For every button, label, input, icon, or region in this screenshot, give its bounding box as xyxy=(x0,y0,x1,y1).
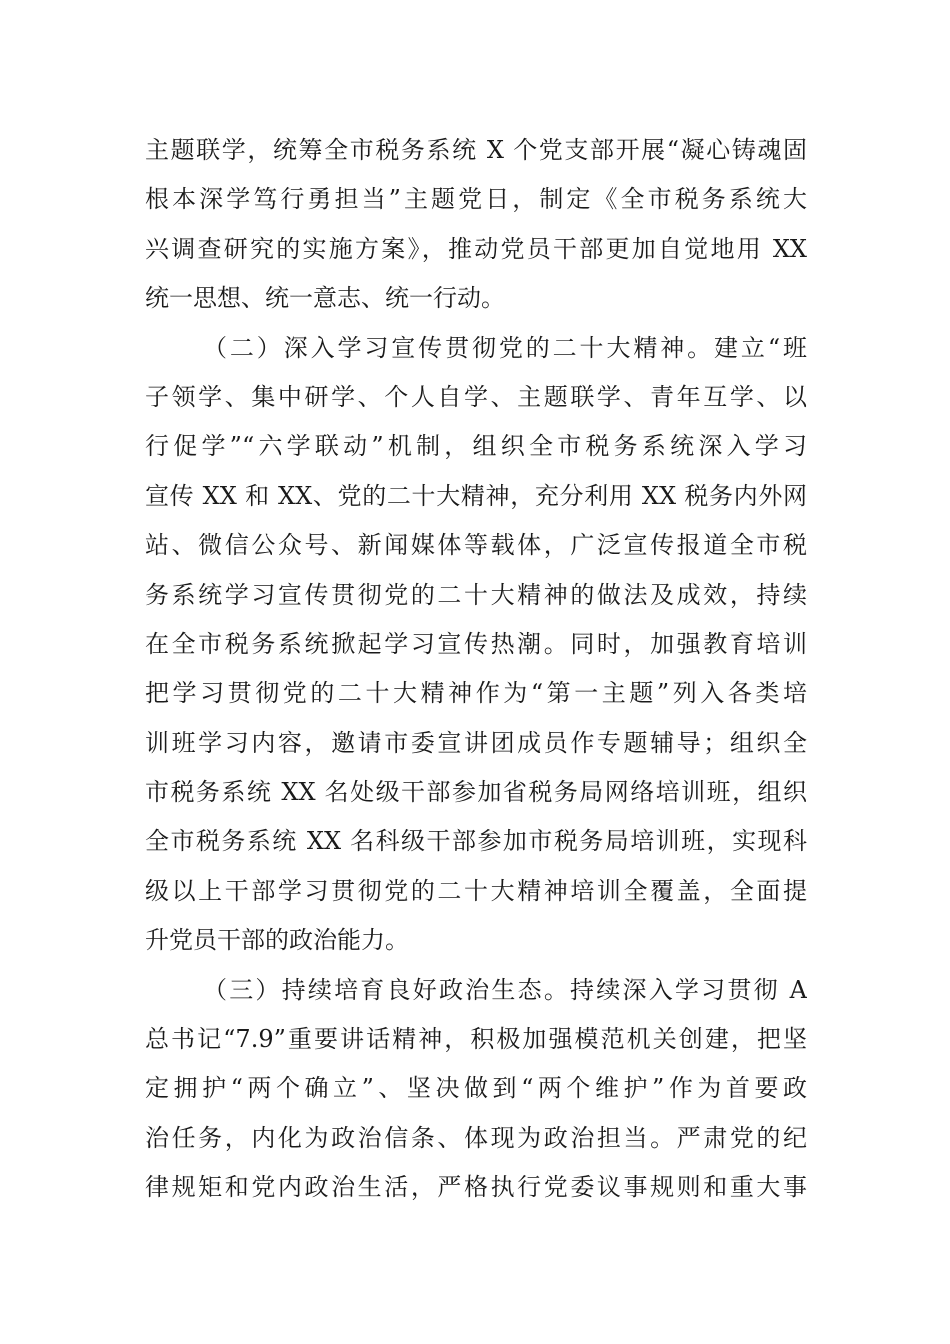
text-line: 训班学习内容，邀请市委宣讲团成员作专题辅导；组织全 xyxy=(145,728,807,757)
text-line: 升党员干部的政治能力。 xyxy=(145,926,409,955)
text-line: 子领学、集中研学、个人自学、主题联学、青年互学、以 xyxy=(145,382,807,411)
text-line: 级以上干部学习贯彻党的二十大精神培训全覆盖，全面提 xyxy=(145,876,807,905)
text-line: 根本深学笃行勇担当”主题党日，制定《全市税务系统大 xyxy=(145,185,807,214)
text-line: 治任务，内化为政治信条、体现为政治担当。严肃党的纪 xyxy=(145,1123,807,1152)
text-line: 统一思想、统一意志、统一行动。 xyxy=(145,284,505,313)
text-line: 站、微信公众号、新闻媒体等载体，广泛宣传报道全市税 xyxy=(145,531,807,560)
text-line: 全市税务系统 XX 名科级干部参加市税务局培训班，实现科 xyxy=(145,827,807,856)
text-line: 主题联学，统筹全市税务系统 X 个党支部开展“凝心铸魂固 xyxy=(145,136,807,164)
text-line: 定拥护“两个确立”、坚决做到“两个维护”作为首要政 xyxy=(145,1074,807,1103)
text-line: 行促学”“六学联动”机制，组织全市税务系统深入学习 xyxy=(145,432,807,461)
text-line: 律规矩和党内政治生活，严格执行党委议事规则和重大事 xyxy=(145,1173,807,1202)
section-heading-line: （二）深入学习宣传贯彻党的二十大精神。建立“班 xyxy=(203,333,807,362)
text-line: 在全市税务系统掀起学习宣传热潮。同时，加强教育培训 xyxy=(145,629,807,658)
text-line: 宣传 XX 和 XX、党的二十大精神，充分利用 XX 税务内外网 xyxy=(145,481,807,510)
text-line: 兴调查研究的实施方案》，推动党员干部更加自觉地用 XX xyxy=(145,234,807,263)
document-body xyxy=(145,126,807,1213)
text-line: 把学习贯彻党的二十大精神作为“第一主题”列入各类培 xyxy=(145,679,807,708)
text-line: 市税务系统 XX 名处级干部参加省税务局网络培训班，组织 xyxy=(145,778,807,807)
section-heading-line: （三）持续培育良好政治生态。持续深入学习贯彻 A xyxy=(203,975,807,1004)
text-line: 务系统学习宣传贯彻党的二十大精神的做法及成效，持续 xyxy=(145,580,807,609)
text-line: 总书记“7.9”重要讲话精神，积极加强模范机关创建，把坚 xyxy=(145,1025,807,1054)
